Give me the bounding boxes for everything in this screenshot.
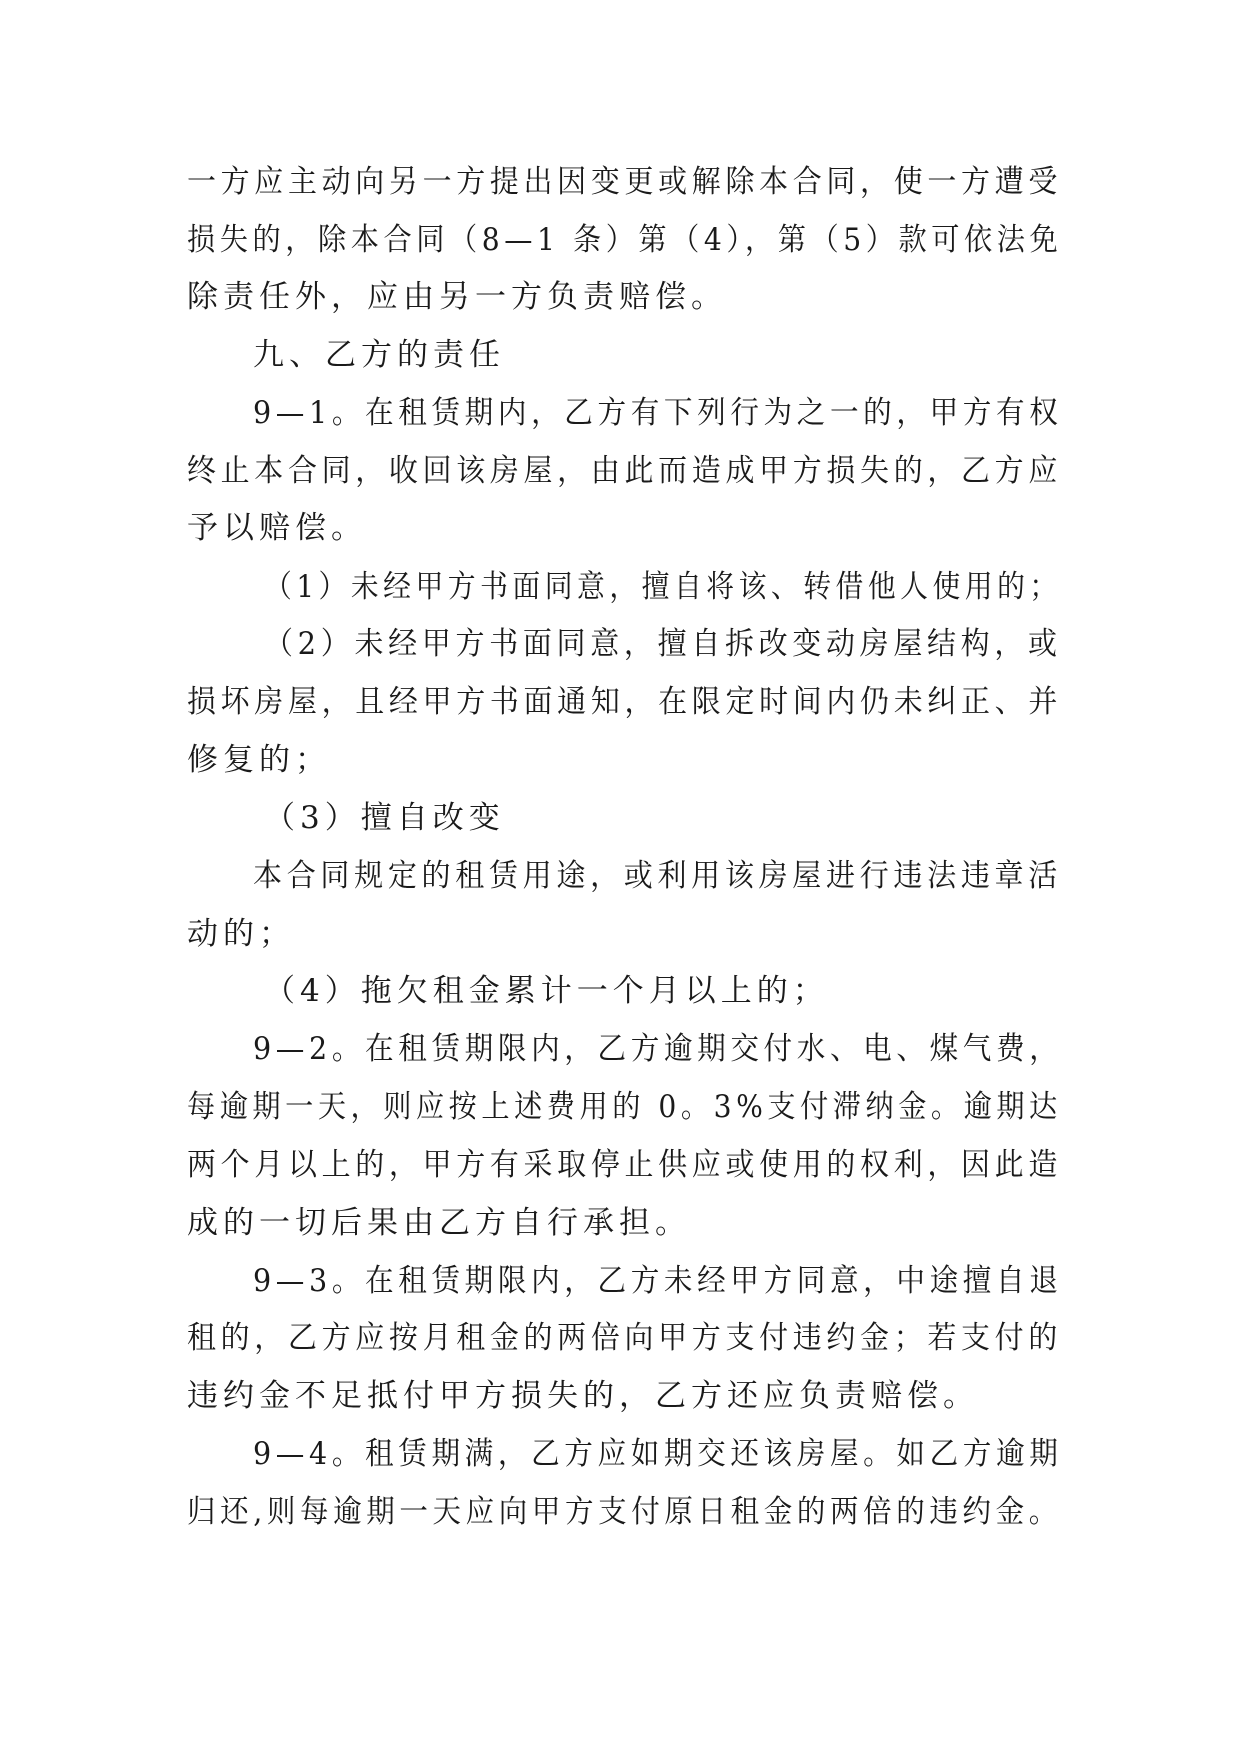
text-line: 修复的； bbox=[187, 742, 331, 778]
text-line: 9—4。租赁期满，乙方应如期交还该房屋。如乙方逾期 bbox=[253, 1436, 1063, 1472]
text-line: 除责任外，应由另一方负责赔偿。 bbox=[187, 279, 727, 315]
text-line: 一方应主动向另一方提出因变更或解除本合同，使一方遭受 bbox=[187, 164, 1062, 200]
text-line: （3）擅自改变 bbox=[264, 800, 505, 836]
text-line: 动的； bbox=[187, 916, 295, 952]
text-line: （4）拖欠租金累计一个月以上的； bbox=[264, 973, 829, 1009]
text-line: 予以赔偿。 bbox=[187, 510, 367, 546]
section-heading: 九、乙方的责任 bbox=[253, 337, 505, 373]
text-line: 归还,则每逾期一天应向甲方支付原日租金的两倍的违约金。 bbox=[187, 1494, 1062, 1530]
text-line: 损失的，除本合同（8—1 条）第（4），第（5）款可依法免 bbox=[187, 222, 1063, 258]
text-line: 每逾期一天，则应按上述费用的 0。3%支付滞纳金。逾期达 bbox=[187, 1089, 1062, 1125]
text-line: 租的，乙方应按月租金的两倍向甲方支付违约金；若支付的 bbox=[187, 1320, 1062, 1356]
text-line: 9—3。在租赁期限内，乙方未经甲方同意，中途擅自退 bbox=[253, 1263, 1063, 1299]
text-line: 9—2。在租赁期限内，乙方逾期交付水、电、煤气费， bbox=[253, 1031, 1063, 1067]
text-line: （1）未经甲方书面同意，擅自将该、转借他人使用的； bbox=[264, 569, 1062, 605]
text-line: 两个月以上的，甲方有采取停止供应或使用的权利，因此造 bbox=[187, 1147, 1062, 1183]
text-line: 9—1。在租赁期内，乙方有下列行为之一的，甲方有权 bbox=[253, 395, 1063, 431]
text-line: （2）未经甲方书面同意，擅自拆改变动房屋结构，或 bbox=[264, 626, 1062, 662]
text-line: 损坏房屋，且经甲方书面通知，在限定时间内仍未纠正、并 bbox=[187, 684, 1062, 720]
text-line: 成的一切后果由乙方自行承担。 bbox=[187, 1205, 691, 1241]
text-line: 违约金不足抵付甲方损失的，乙方还应负责赔偿。 bbox=[187, 1378, 979, 1414]
text-line: 终止本合同，收回该房屋，由此而造成甲方损失的，乙方应 bbox=[187, 453, 1062, 489]
text-line: 本合同规定的租赁用途，或利用该房屋进行违法违章活 bbox=[253, 858, 1062, 894]
